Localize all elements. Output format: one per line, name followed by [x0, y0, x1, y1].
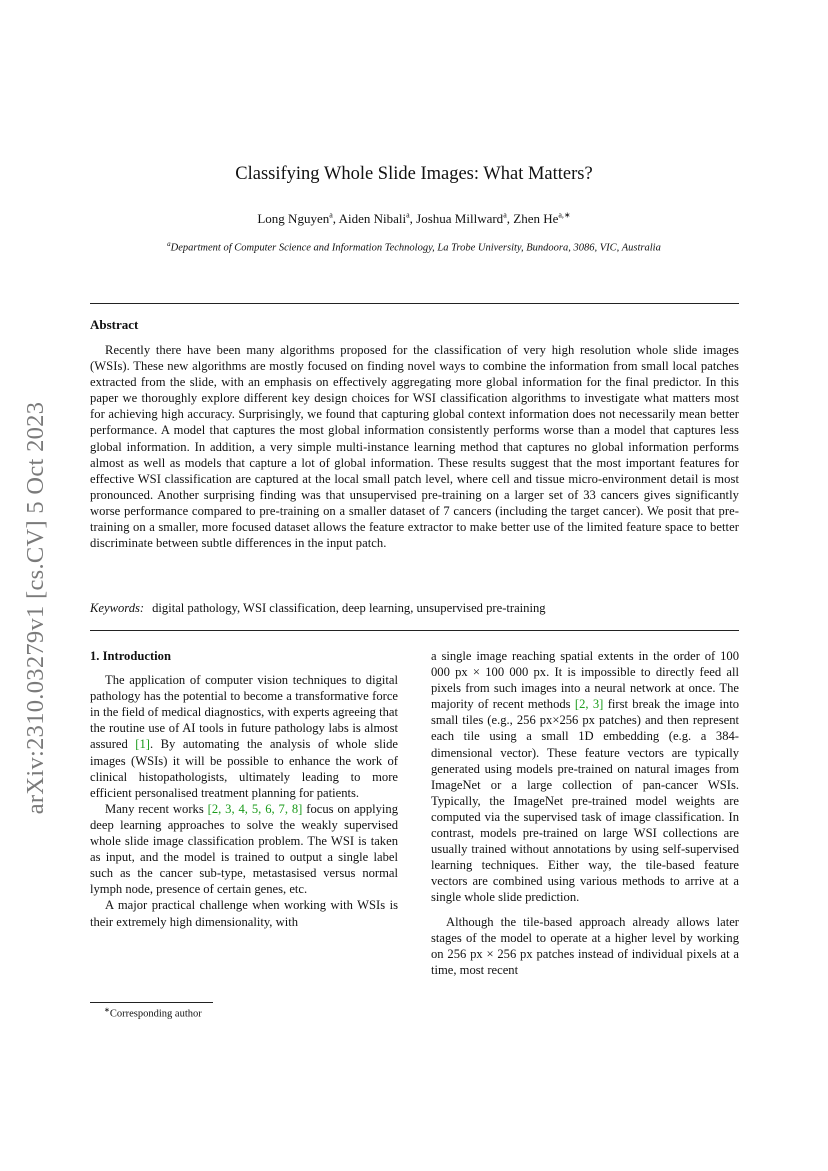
left-column	[90, 648, 398, 930]
top-rule	[90, 303, 739, 304]
citation-link[interactable]: [2, 3]	[574, 697, 604, 712]
author-list	[0, 211, 828, 227]
intro-paragraph-1: The application of computer vision techniques to digital pathology has the potential to become a transformative force in the field of medical diagnostics, with experts agreeing that the routine use of AI tools in future pathology labs is almost assured [1]. By automating the analysis of whole slide images (WSIs) it will be possible to enhance the work of clinical histopathologists, ultimately leading to more efficient personalised treatment planning for patients.	[90, 673, 398, 800]
arxiv-identifier: arXiv:2310.03279v1 [cs.CV] 5 Oct 2023	[22, 401, 49, 815]
abstract-heading: Abstract	[90, 317, 139, 332]
author: Zhen $He^{a,∗}$	[513, 211, 571, 227]
intro-paragraph-4: Although the tile-based approach already allows later stages of the model to operate at a higher level by working on 256 px × 256 px patches instead of individual pixels at a time, most recent	[431, 914, 739, 977]
author: Aiden Nibali$^a$,	[338, 211, 417, 227]
paper-title: Classifying Whole Slide Images: What Matters?	[235, 164, 593, 184]
keywords	[90, 601, 739, 616]
abstract-text: Recently there have been many algorithms proposed for the classification of very high resolution whole slide images (WSIs). These new algorithms are mostly focused on finding novel ways to combine the information from small local patches extracted from the slide, with an emphasis on effectively aggregating more global information for the final predictor. In this paper we thoroughly explore different key design choices for WSI classification algorithms to investigate what matters most for achieving high accuracy. Surprisingly, we found that capturing global context information does not necessarily mean better performance. A model that captures the most global information consistently performs worse than a model that captures less global information. In addition, a very simple multi-instance learning method that captures no global information performs almost as well as models that capture a lot of global information. These results suggest that the most important features for effective WSI classification are captured at the local small patch level, where cell and tissue micro-environment detail is most pronounced. Another surprising finding was that unsupervised pre-training on a larger set of 33 cancers gives significantly worse performance compared to pre-training on a smaller dataset of 7 cancers (including the target cancer). We posit that pre-training on a smaller, more focused dataset allows the feature extractor to make better use of the limited feature space to better discriminate between subtle differences in the input patch.	[90, 343, 739, 551]
keywords-label: Keywords:	[90, 601, 145, 615]
author: Long Nguyen$^a$,	[257, 211, 339, 227]
intro-paragraph-2: Many recent works [2, 3, 4, 5, 6, 7, 8] focus on applying deep learning approaches to solve the weakly supervised whole slide image classification problem. The WSI is taken as input, and the model is trained to output a single label such as the cancer sub-type, metastasised versus normal lymph node, presence of certain genes, etc.	[90, 801, 399, 897]
section-heading-introduction: 1. Introduction	[90, 649, 171, 663]
citation-link[interactable]: [2, 3, 4, 5, 6, 7, 8]	[207, 801, 303, 816]
abstract-bottom-rule	[90, 630, 739, 631]
intro-paragraph-3: A major practical challenge when working with WSIs is their extremely high dimensionality, with	[90, 898, 398, 929]
keywords-text: digital pathology, WSI classification, deep learning, unsupervised pre-training	[152, 601, 546, 615]
citation-link[interactable]: [1]	[135, 737, 150, 752]
right-column	[431, 648, 739, 978]
affiliation: $^a$Department of Computer Science and Information Technology, La Trobe University, Bundoora, 3086, VIC, Australia	[167, 240, 661, 254]
intro-paragraph-3-continued: a single image reaching spatial extents in the order of 100 000 px × 100 000 px. It is impossible to directly feed all pixels from such images into a neural network at once. The majority of recent methods [2, 3] first break the image into small tiles (e.g., 256 px×256 px patches) and then represent each tile using a small 1D embedding (e.g. a 384-dimensional vector). These feature vectors are typically generated using models pre-trained on natural images from ImageNet or a large collection of pan-cancer WSIs. Typically, the ImageNet pre-trained model weights are computed via the supervised task of image classification. In contrast, models pre-trained on large WSI collections are usually trained without annotations by using self-supervised learning techniques. Either way, the tile-based feature vectors are combined using various methods to arrive at a single whole slide prediction.	[431, 649, 740, 905]
footnote: ∗Corresponding author	[104, 1006, 202, 1020]
author: Joshua Millward$^a$,	[416, 211, 514, 227]
footnote-rule	[90, 1002, 213, 1003]
